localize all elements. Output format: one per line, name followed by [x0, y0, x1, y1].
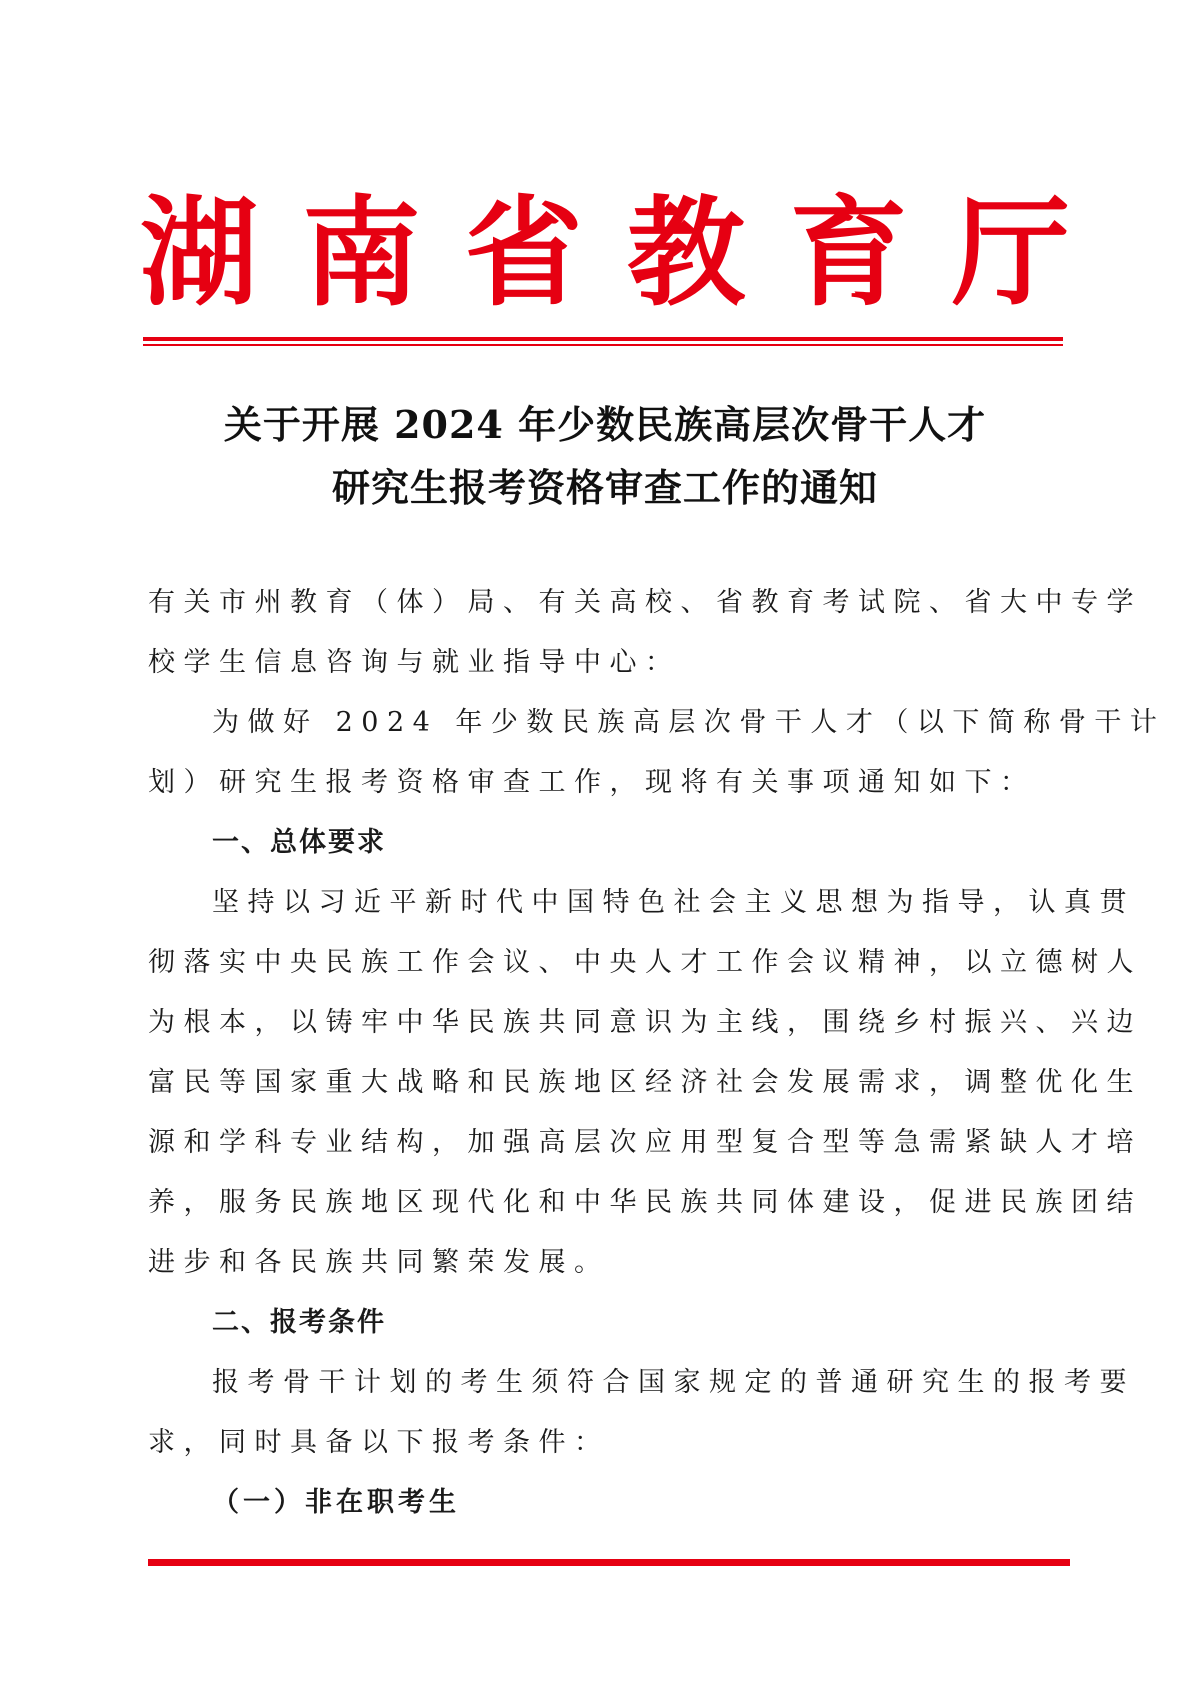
section-1-line: 进步和各民族共同繁荣发展。 — [148, 1247, 610, 1278]
masthead-char: 育 — [789, 184, 908, 322]
document-title-line-1: 关于开展 2024 年少数民族高层次骨干人才 — [223, 402, 987, 447]
intro-line-2: 划）研究生报考资格审查工作，现将有关事项通知如下： — [148, 767, 1036, 798]
masthead-char: 湖 — [140, 184, 259, 322]
section-1-heading: 一、总体要求 — [212, 827, 386, 858]
masthead — [140, 184, 1070, 322]
section-1-line: 养，服务民族地区现代化和中华民族共同体建设，促进民族团结 — [148, 1187, 1142, 1218]
masthead-char: 南 — [302, 184, 421, 322]
section-2-subheading: （一）非在职考生 — [212, 1487, 460, 1518]
footer-divider — [148, 1559, 1070, 1566]
masthead-char: 厅 — [951, 184, 1070, 322]
masthead-char: 省 — [464, 184, 583, 322]
masthead-divider-thick — [143, 337, 1063, 341]
section-1-line: 坚持以习近平新时代中国特色社会主义思想为指导，认真贯 — [212, 887, 1135, 918]
masthead-divider-thin — [143, 344, 1063, 346]
section-2-line: 报考骨干计划的考生须符合国家规定的普通研究生的报考要 — [212, 1367, 1135, 1398]
intro-line-1: 为做好 2024 年少数民族高层次骨干人才（以下简称骨干计 — [212, 707, 1166, 738]
addressee-line-1: 有关市州教育（体）局、有关高校、省教育考试院、省大中专学 — [148, 587, 1142, 618]
masthead-char: 教 — [627, 184, 746, 322]
section-1-line: 富民等国家重大战略和民族地区经济社会发展需求，调整优化生 — [148, 1067, 1142, 1098]
section-2-line: 求，同时具备以下报考条件： — [148, 1427, 610, 1458]
section-1-line: 为根本，以铸牢中华民族共同意识为主线，围绕乡村振兴、兴边 — [148, 1007, 1142, 1038]
section-2-heading: 二、报考条件 — [212, 1307, 386, 1338]
section-1-line: 源和学科专业结构，加强高层次应用型复合型等急需紧缺人才培 — [148, 1127, 1142, 1158]
document-title-line-2: 研究生报考资格审查工作的通知 — [331, 465, 878, 510]
section-1-line: 彻落实中央民族工作会议、中央人才工作会议精神，以立德树人 — [148, 947, 1142, 978]
addressee-line-2: 校学生信息咨询与就业指导中心： — [148, 647, 681, 678]
